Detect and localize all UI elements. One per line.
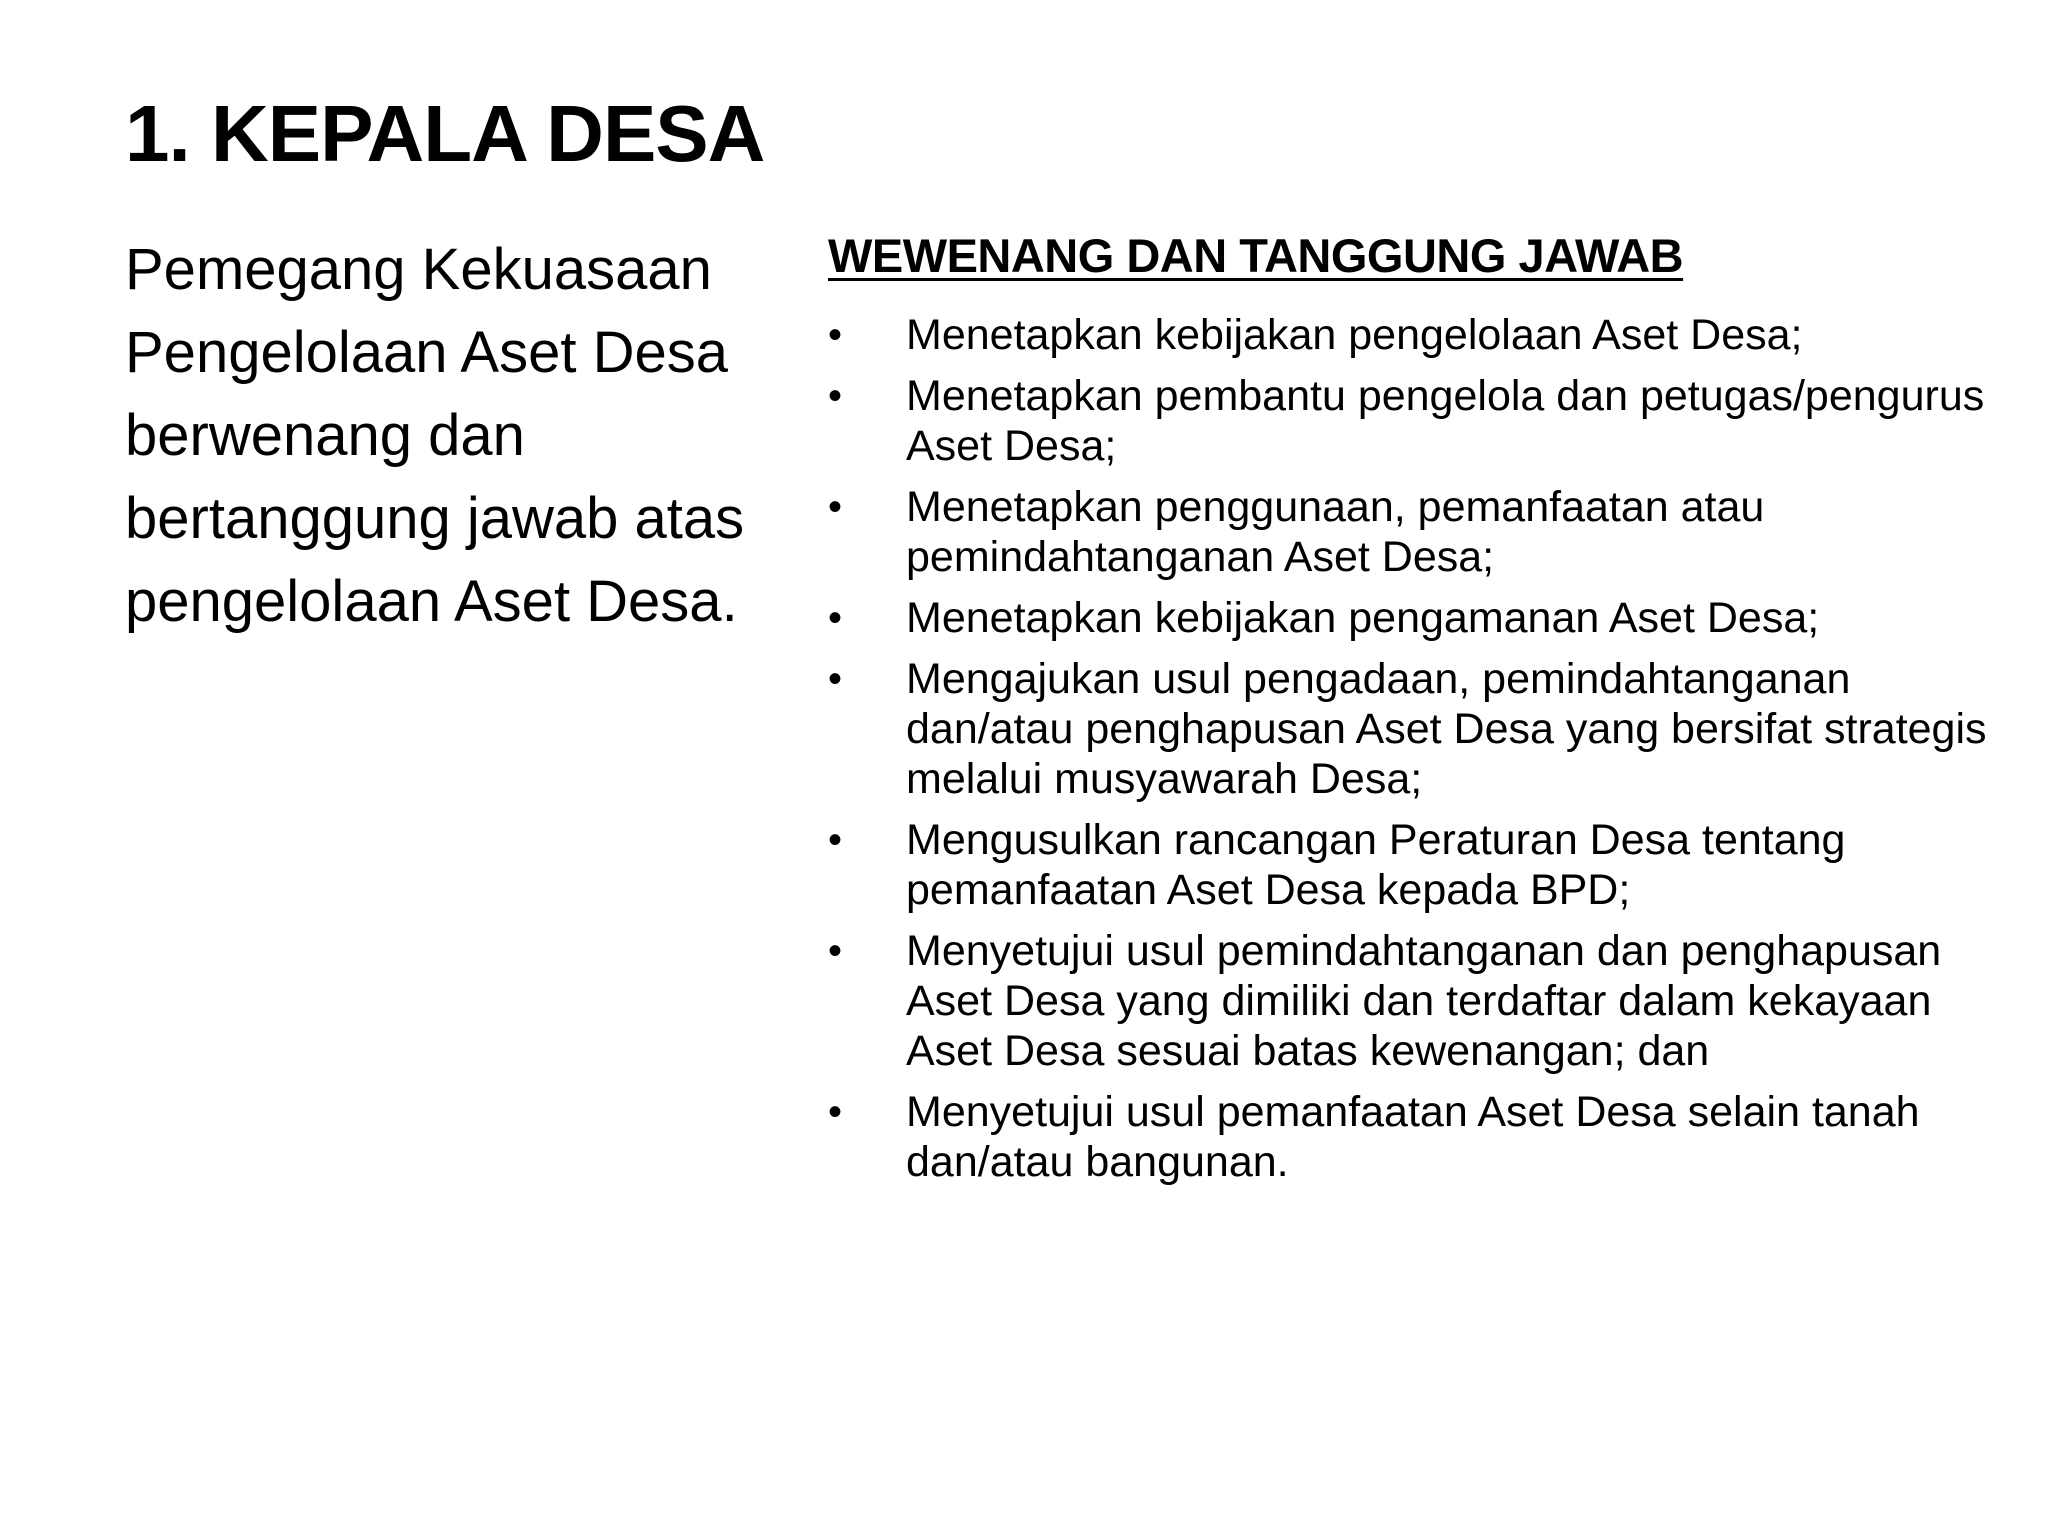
bullet-icon: • [828,485,843,529]
list-item [828,310,1998,360]
list-item [828,482,1998,582]
duties-list [828,310,1998,1187]
duty-text: Menetapkan pembantu pengelola dan petugas/pengurus Aset Desa; [906,372,1985,470]
list-item [828,371,1998,471]
duty-text: Menetapkan kebijakan pengelolaan Aset Desa; [906,311,1803,359]
bullet-icon: • [828,1090,843,1134]
bullet-icon: • [828,818,843,862]
duties-heading: WEWENANG DAN TANGGUNG JAWAB [828,229,1684,282]
duty-text: Menetapkan kebijakan pengamanan Aset Desa; [906,594,1820,642]
list-item [828,815,1998,915]
duties-column [828,226,1998,1198]
duty-text: Menyetujui usul pemindahtanganan dan penghapusan Aset Desa yang dimiliki dan terdaftar dalam kekayaan Aset Desa sesuai batas kewenangan; dan [906,927,1942,1075]
bullet-icon: • [828,929,843,973]
list-item [828,926,1998,1076]
role-description: Pemegang Kekuasaan Pengelolaan Aset Desa berwenang dan bertanggung jawab atas pengelolaan Aset Desa. [125,237,745,634]
duty-text: Menyetujui usul pemanfaatan Aset Desa selain tanah dan/atau bangunan. [906,1088,1920,1186]
bullet-icon: • [828,596,843,640]
duty-text: Mengajukan usul pengadaan, pemindahtanganan dan/atau penghapusan Aset Desa yang bersifat strategis melalui musyawarah Desa; [906,655,1987,803]
list-item [828,593,1998,643]
bullet-icon: • [828,313,843,357]
slide-title: 1. KEPALA DESA [125,89,765,178]
bullet-icon: • [828,374,843,418]
list-item [828,1087,1998,1187]
list-item [828,654,1998,804]
duty-text: Menetapkan penggunaan, pemanfaatan atau pemindahtanganan Aset Desa; [906,483,1765,581]
duty-text: Mengusulkan rancangan Peraturan Desa tentang pemanfaatan Aset Desa kepada BPD; [906,816,1846,914]
bullet-icon: • [828,657,843,701]
